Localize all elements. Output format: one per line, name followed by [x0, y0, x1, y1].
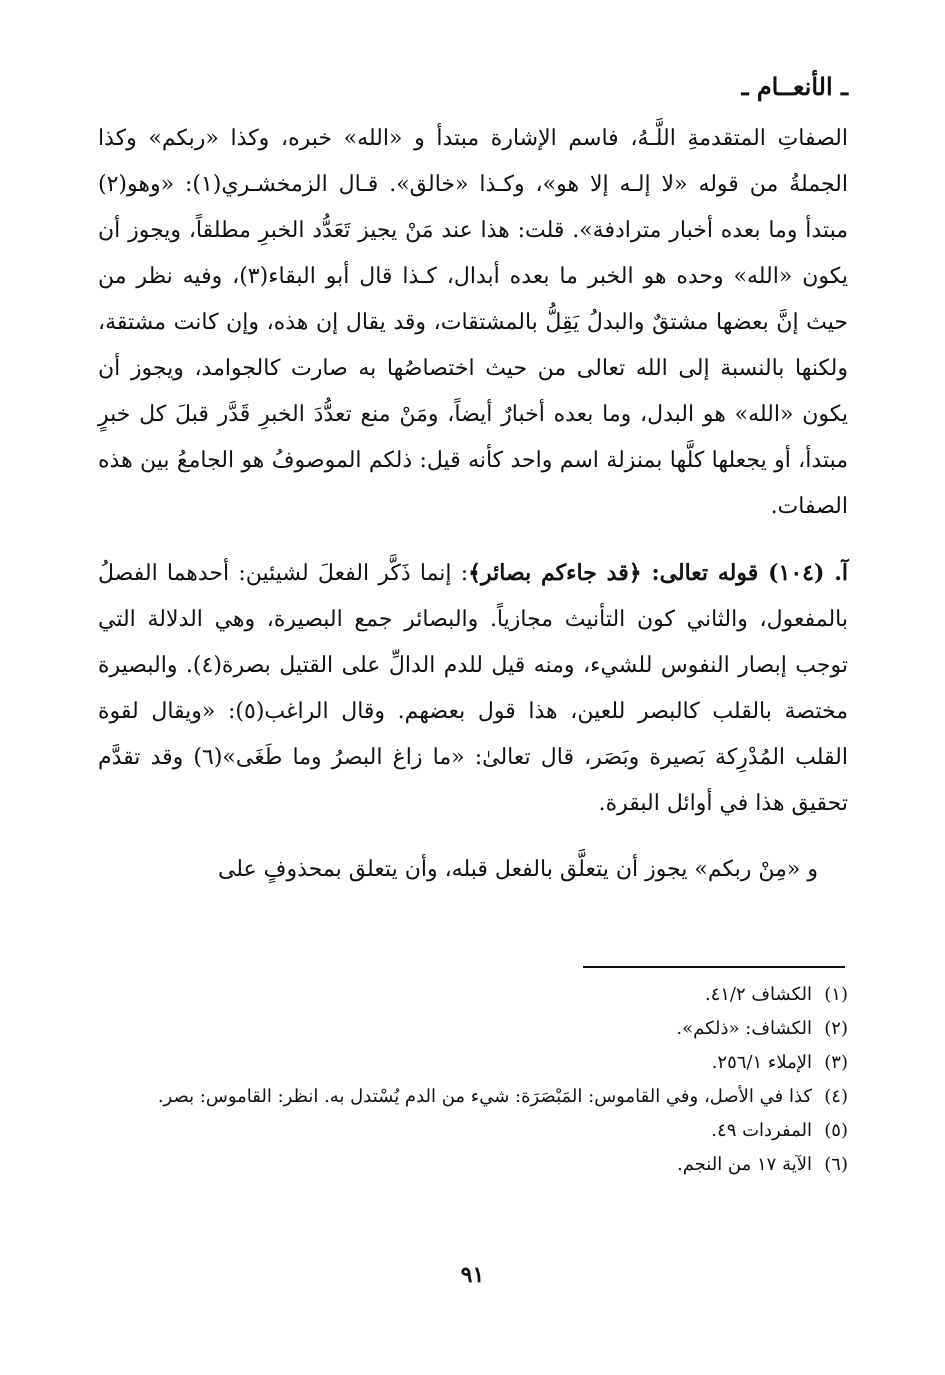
paragraph-2-text: : إنما ذَكَّر الفعلَ لشيئين: أحدهما الفصلُ بالمفعول، والثاني كون التأنيث مجازياً. والبصائر جمع البصيرة، وهي الدلالة التي توجب إبصار النفوس للشيء، ومنه قيل للدم الدالِّ على القتيل بصرة(٤). والبصيرة مختصة بالقلب كالبصر للعين، هذا قول بعضهم. وقال الراغب(٥): «ويقال لقوة القلب المُدْرِكة بَصيرة وبَصَر، قال تعالىٰ: «ما زاغ البصرُ وما طَغَى»(٦) وقد تقدَّم تحقيق هذا في أوائل البقرة.	[98, 561, 848, 816]
footnote-number: (٤)	[824, 1086, 848, 1107]
footnote-text: كذا في الأصل، وفي القاموس: المَبْصَرَة: شيء من الدم يُسْتدل به. انظر: القاموس: بصر.	[157, 1086, 812, 1107]
footnote-number: (١)	[824, 984, 848, 1005]
verse-heading: آ. (١٠٤) قوله تعالى: ﴿قد جاءكم بصائر﴾	[468, 560, 849, 586]
footnote-number: (٦)	[824, 1154, 848, 1175]
footnote-text: المفردات ٤٩.	[711, 1120, 812, 1141]
main-text	[98, 116, 848, 893]
footnote-separator	[583, 966, 845, 968]
running-header: ـ الأنعــام ـ	[741, 72, 848, 101]
footnote-text: الكشاف ٤١/٢.	[704, 984, 812, 1005]
paragraph-2	[98, 550, 848, 827]
footnote-text: الآية ١٧ من النجم.	[676, 1154, 812, 1175]
footnote	[98, 1114, 848, 1148]
footnote	[98, 978, 848, 1012]
footnote	[98, 1080, 848, 1114]
page-number: ٩١	[460, 1262, 485, 1288]
paragraph-3: و «مِنْ ربكم» يجوز أن يتعلَّق بالفعل قبله، وأن يتعلق بمحذوفٍ على	[217, 857, 818, 882]
paragraph-1: الصفاتِ المتقدمةِ اللَّـهُ، فاسم الإشارة مبتدأ و «الله» خبره، وكذا «ربكم» وكذا الجملةُ من قوله «لا إلـه إلا هو»، وكـذا «خالق». قـال الزمخشـري(١): «وهو(٢) مبتدأ وما بعده أخبار مترادفة». قلت: هذا عند مَنْ يجيز تَعَدُّد الخبرِ مطلقاً، ويجوز أن يكون «الله» وحده هو الخبر ما بعده أبدال، كـذا قال أبو البقاء(٣)، وفيه نظر من حيث إنَّ بعضها مشتقٌ والبدلُ يَقِلُّ بالمشتقات، وقد يقال إن هذه، وإن كانت مشتقة، ولكنها بالنسبة إلى الله تعالى من حيث اختصاصُها به صارت كالجوامد، ويجوز أن يكون «الله» هو البدل، وما بعده أخبارٌ أيضاً، ومَنْ منع تعدُّدَ الخبرِ قَدَّر قبلَ كل خبرٍ مبتدأ، أو يجعلها كلَّها بمنزلة اسم واحد كأنه قيل: ذلكم الموصوفُ هو الجامعُ بين هذه الصفات.	[98, 126, 849, 519]
footnote	[98, 1148, 848, 1182]
footnote-text: الكشاف: «ذلكم».	[676, 1018, 812, 1039]
footnote-number: (٢)	[824, 1018, 848, 1039]
footnote	[98, 1046, 848, 1080]
footnote-number: (٥)	[824, 1120, 848, 1141]
footnote-text: الإملاء ٢٥٦/١.	[711, 1052, 812, 1073]
footnote-number: (٣)	[824, 1052, 848, 1073]
footnotes	[98, 978, 848, 1182]
footnote	[98, 1012, 848, 1046]
